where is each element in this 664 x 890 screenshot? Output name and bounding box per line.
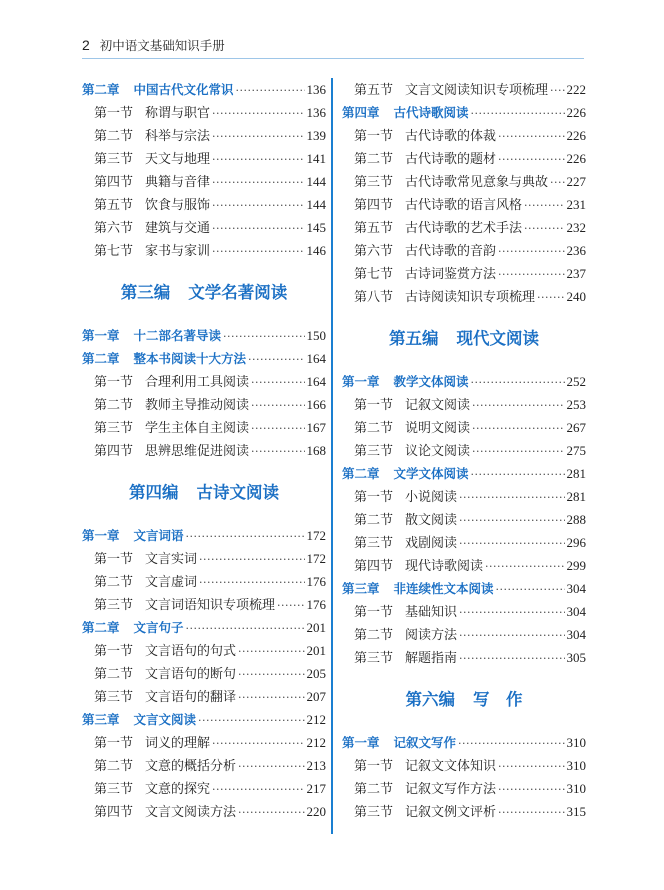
toc-section-entry[interactable] <box>82 570 326 593</box>
entry-label: 第三节 <box>94 421 134 436</box>
entry-page-number: 144 <box>306 174 326 189</box>
toc-section-entry[interactable] <box>342 78 586 101</box>
toc-section-entry[interactable] <box>342 170 586 193</box>
entry-page-number: 212 <box>306 712 326 727</box>
entry-label: 第四节 <box>94 175 134 190</box>
entry-title: 现代诗歌阅读 <box>405 559 484 574</box>
entry-title: 古代诗歌的体裁 <box>405 129 497 144</box>
entry-title: 阅读方法 <box>405 628 458 643</box>
entry-title: 古代诗歌的语言风格 <box>405 198 523 213</box>
entry-page-number: 305 <box>566 650 586 665</box>
toc-section-entry[interactable] <box>82 101 326 124</box>
entry-title: 解题指南 <box>405 651 458 666</box>
part-heading <box>82 462 326 524</box>
leader-dots <box>498 801 564 824</box>
entry-label: 第一节 <box>94 736 134 751</box>
leader-dots <box>251 371 304 394</box>
toc-section-entry[interactable] <box>342 800 586 823</box>
toc-section-entry[interactable] <box>342 485 586 508</box>
part-heading <box>342 308 586 370</box>
leader-dots <box>199 548 304 571</box>
entry-page-number: 226 <box>566 105 586 120</box>
entry-title: 称谓与职官 <box>145 106 211 121</box>
entry-title: 天文与地理 <box>145 152 211 167</box>
entry-label: 第二节 <box>354 513 394 528</box>
toc-section-entry[interactable] <box>82 393 326 416</box>
leader-dots <box>238 686 304 709</box>
entry-page-number: 236 <box>566 243 586 258</box>
entry-title: 文言语句的断句 <box>145 667 237 682</box>
entry-label: 第四节 <box>94 444 134 459</box>
entry-page-number: 267 <box>566 420 586 435</box>
leader-dots <box>459 601 564 624</box>
entry-page-number: 141 <box>306 151 326 166</box>
entry-label: 第六节 <box>354 244 394 259</box>
leader-dots <box>212 102 304 125</box>
entry-label: 第二节 <box>354 782 394 797</box>
leader-dots <box>524 194 564 217</box>
toc-section-entry[interactable] <box>342 285 586 308</box>
entry-label: 第一节 <box>354 605 394 620</box>
toc-section-entry[interactable] <box>82 662 326 685</box>
toc-chapter-entry[interactable] <box>342 462 586 485</box>
entry-page-number: 310 <box>566 758 586 773</box>
entry-page-number: 304 <box>566 627 586 642</box>
leader-dots <box>498 148 564 171</box>
toc-section-entry[interactable] <box>82 685 326 708</box>
entry-label: 第三节 <box>94 690 134 705</box>
entry-page-number: 166 <box>306 397 326 412</box>
entry-title: 记叙文文体知识 <box>405 759 497 774</box>
entry-title: 文言文阅读知识专项梳理 <box>405 83 549 98</box>
toc-section-entry[interactable] <box>342 216 586 239</box>
toc-section-entry[interactable] <box>82 731 326 754</box>
entry-title: 文言语句的句式 <box>145 644 237 659</box>
entry-label: 第一节 <box>94 375 134 390</box>
toc-section-entry[interactable] <box>342 754 586 777</box>
entry-title: 文学文体阅读 <box>393 466 469 481</box>
toc-section-entry[interactable] <box>82 547 326 570</box>
entry-page-number: 201 <box>306 620 326 635</box>
part-title: 写 作 <box>473 690 523 709</box>
leader-dots <box>238 640 304 663</box>
entry-page-number: 144 <box>306 197 326 212</box>
entry-title: 记叙文写作方法 <box>405 782 497 797</box>
entry-label: 第一节 <box>94 552 134 567</box>
leader-dots <box>459 532 564 555</box>
toc-section-entry[interactable] <box>82 170 326 193</box>
leader-dots <box>459 509 564 532</box>
entry-label: 第二节 <box>94 129 134 144</box>
leader-dots <box>198 709 304 732</box>
toc-section-entry[interactable] <box>342 393 586 416</box>
entry-page-number: 288 <box>566 512 586 527</box>
entry-title: 古代诗歌的音韵 <box>405 244 497 259</box>
leader-dots <box>186 525 305 548</box>
toc-section-entry[interactable] <box>82 593 326 616</box>
entry-page-number: 237 <box>566 266 586 281</box>
part-label: 第六编 <box>405 690 455 709</box>
part-label: 第四编 <box>129 483 179 502</box>
entry-label: 第四节 <box>354 559 394 574</box>
toc-chapter-entry[interactable] <box>82 524 326 547</box>
entry-title: 古代诗歌的艺术手法 <box>405 221 523 236</box>
leader-dots <box>186 617 305 640</box>
leader-dots <box>212 171 304 194</box>
leader-dots <box>212 732 304 755</box>
toc-section-entry[interactable] <box>342 193 586 216</box>
entry-label: 第一章 <box>342 374 380 389</box>
entry-label: 第三节 <box>354 536 394 551</box>
entry-page-number: 136 <box>306 82 326 97</box>
toc-chapter-entry[interactable] <box>342 731 586 754</box>
toc-section-entry[interactable] <box>342 439 586 462</box>
toc-chapter-entry[interactable] <box>82 347 326 370</box>
entry-title: 文意的探究 <box>145 782 211 797</box>
entry-title: 文言词语知识专项梳理 <box>145 598 276 613</box>
toc-chapter-entry[interactable] <box>342 101 586 124</box>
entry-page-number: 172 <box>306 551 326 566</box>
toc-section-entry[interactable] <box>82 147 326 170</box>
part-label: 第三编 <box>120 283 171 302</box>
part-title: 现代文阅读 <box>456 329 539 348</box>
leader-dots <box>212 240 304 263</box>
leader-dots <box>238 663 304 686</box>
entry-page-number: 281 <box>566 489 586 504</box>
entry-title: 小说阅读 <box>405 490 458 505</box>
entry-title: 基础知识 <box>405 605 458 620</box>
toc-section-entry[interactable] <box>342 416 586 439</box>
leader-dots <box>498 125 564 148</box>
entry-page-number: 167 <box>306 420 326 435</box>
entry-label: 第五节 <box>354 83 394 98</box>
entry-title: 文言文阅读方法 <box>145 805 237 820</box>
leader-dots <box>277 594 304 617</box>
entry-page-number: 253 <box>566 397 586 412</box>
entry-page-number: 136 <box>306 105 326 120</box>
entry-title: 科举与宗法 <box>145 129 211 144</box>
leader-dots <box>212 778 304 801</box>
entry-title: 合理利用工具阅读 <box>145 375 250 390</box>
entry-title: 文言虚词 <box>145 575 198 590</box>
leader-dots <box>471 102 565 125</box>
entry-title: 教学文体阅读 <box>393 374 469 389</box>
entry-label: 第三章 <box>342 581 380 596</box>
entry-label: 第四章 <box>342 105 380 120</box>
toc-chapter-entry[interactable] <box>342 370 586 393</box>
entry-title: 文意的概括分析 <box>145 759 237 774</box>
entry-page-number: 213 <box>306 758 326 773</box>
leader-dots <box>471 371 565 394</box>
entry-page-number: 164 <box>306 374 326 389</box>
toc-section-entry[interactable] <box>82 800 326 823</box>
entry-page-number: 299 <box>566 558 586 573</box>
entry-label: 第一章 <box>82 328 120 343</box>
entry-page-number: 205 <box>306 666 326 681</box>
entry-label: 第一章 <box>342 735 380 750</box>
entry-label: 第二节 <box>94 759 134 774</box>
entry-label: 第二章 <box>342 466 380 481</box>
entry-label: 第六节 <box>94 221 134 236</box>
entry-label: 第四节 <box>354 198 394 213</box>
entry-title: 古诗词鉴赏方法 <box>405 267 497 282</box>
toc-section-entry[interactable] <box>342 262 586 285</box>
leader-dots <box>251 417 304 440</box>
leader-dots <box>471 463 565 486</box>
part-title: 文学名著阅读 <box>188 283 288 302</box>
leader-dots <box>459 486 564 509</box>
toc-chapter-entry[interactable] <box>82 324 326 347</box>
entry-label: 第三节 <box>354 805 394 820</box>
entry-title: 教师主导推动阅读 <box>145 398 250 413</box>
entry-label: 第五节 <box>94 198 134 213</box>
toc-section-entry[interactable] <box>82 416 326 439</box>
leader-dots <box>498 778 564 801</box>
entry-label: 第二节 <box>354 152 394 167</box>
leader-dots <box>248 348 304 371</box>
leader-dots <box>496 578 565 601</box>
part-heading <box>342 669 586 731</box>
part-title: 古诗文阅读 <box>196 483 279 502</box>
entry-label: 第一章 <box>82 528 120 543</box>
toc-section-entry[interactable] <box>342 600 586 623</box>
entry-page-number: 310 <box>566 781 586 796</box>
entry-page-number: 217 <box>306 781 326 796</box>
toc-section-entry[interactable] <box>82 639 326 662</box>
leader-dots <box>498 263 564 286</box>
entry-label: 第一节 <box>94 106 134 121</box>
toc-right-column <box>342 78 586 823</box>
entry-title: 文言词语 <box>133 528 184 543</box>
entry-page-number: 201 <box>306 643 326 658</box>
entry-page-number: 168 <box>306 443 326 458</box>
entry-label: 第七节 <box>94 244 134 259</box>
leader-dots <box>550 79 564 102</box>
entry-label: 第八节 <box>354 290 394 305</box>
entry-title: 古代诗歌阅读 <box>393 105 469 120</box>
toc-section-entry[interactable] <box>342 508 586 531</box>
entry-label: 第五节 <box>354 221 394 236</box>
entry-page-number: 212 <box>306 735 326 750</box>
leader-dots <box>472 440 564 463</box>
toc-section-entry[interactable] <box>342 147 586 170</box>
page-number: 2 <box>82 37 90 53</box>
entry-title: 家书与家训 <box>145 244 211 259</box>
toc-section-entry[interactable] <box>342 554 586 577</box>
entry-label: 第四节 <box>94 805 134 820</box>
entry-page-number: 310 <box>566 735 586 750</box>
part-heading <box>82 262 326 324</box>
leader-dots <box>212 217 304 240</box>
leader-dots <box>472 394 564 417</box>
entry-label: 第三节 <box>94 152 134 167</box>
entry-title: 文言实词 <box>145 552 198 567</box>
entry-page-number: 146 <box>306 243 326 258</box>
entry-title: 古代诗歌常见意象与典故 <box>405 175 549 190</box>
entry-title: 戏剧阅读 <box>405 536 458 551</box>
leader-dots <box>498 240 564 263</box>
leader-dots <box>251 440 304 463</box>
book-title: 初中语文基础知识手册 <box>99 38 225 53</box>
entry-page-number: 252 <box>566 374 586 389</box>
leader-dots <box>459 624 564 647</box>
entry-title: 中国古代文化常识 <box>133 82 234 97</box>
entry-label: 第三节 <box>94 782 134 797</box>
entry-page-number: 296 <box>566 535 586 550</box>
entry-page-number: 227 <box>566 174 586 189</box>
entry-title: 建筑与交通 <box>145 221 211 236</box>
leader-dots <box>212 194 304 217</box>
entry-label: 第三节 <box>354 175 394 190</box>
entry-page-number: 315 <box>566 804 586 819</box>
toc-section-entry[interactable] <box>342 646 586 669</box>
entry-title: 典籍与音律 <box>145 175 211 190</box>
leader-dots <box>524 217 564 240</box>
leader-dots <box>238 755 304 778</box>
toc-section-entry[interactable] <box>82 216 326 239</box>
entry-title: 说明文阅读 <box>405 421 471 436</box>
leader-dots <box>550 171 564 194</box>
part-label: 第五编 <box>389 329 439 348</box>
entry-title: 文言句子 <box>133 620 184 635</box>
toc-section-entry[interactable] <box>342 777 586 800</box>
entry-page-number: 281 <box>566 466 586 481</box>
entry-label: 第二章 <box>82 351 120 366</box>
toc-section-entry[interactable] <box>82 193 326 216</box>
entry-page-number: 172 <box>306 528 326 543</box>
entry-page-number: 222 <box>566 82 586 97</box>
entry-title: 思辨思维促进阅读 <box>145 444 250 459</box>
page-header <box>82 34 225 56</box>
entry-label: 第一节 <box>94 644 134 659</box>
leader-dots <box>236 79 305 102</box>
entry-label: 第二章 <box>82 82 120 97</box>
leader-dots <box>459 647 564 670</box>
entry-page-number: 139 <box>306 128 326 143</box>
toc-left-column <box>82 78 326 823</box>
entry-label: 第二节 <box>354 421 394 436</box>
header-rule <box>82 58 584 59</box>
entry-label: 第一节 <box>354 759 394 774</box>
entry-label: 第二章 <box>82 620 120 635</box>
toc-section-entry[interactable] <box>82 439 326 462</box>
toc-section-entry[interactable] <box>82 239 326 262</box>
leader-dots <box>537 286 564 309</box>
leader-dots <box>212 125 304 148</box>
entry-page-number: 176 <box>306 597 326 612</box>
entry-label: 第一节 <box>354 490 394 505</box>
entry-label: 第一节 <box>354 398 394 413</box>
leader-dots <box>238 801 304 824</box>
leader-dots <box>458 732 564 755</box>
toc-chapter-entry[interactable] <box>342 577 586 600</box>
entry-page-number: 176 <box>306 574 326 589</box>
entry-title: 非连续性文本阅读 <box>393 581 494 596</box>
entry-label: 第三节 <box>354 444 394 459</box>
entry-label: 第二节 <box>94 575 134 590</box>
entry-title: 议论文阅读 <box>405 444 471 459</box>
entry-label: 第三节 <box>94 598 134 613</box>
entry-page-number: 207 <box>306 689 326 704</box>
leader-dots <box>251 394 304 417</box>
entry-page-number: 240 <box>566 289 586 304</box>
column-divider <box>331 78 333 834</box>
entry-page-number: 220 <box>306 804 326 819</box>
entry-page-number: 275 <box>566 443 586 458</box>
entry-page-number: 150 <box>306 328 326 343</box>
entry-title: 整本书阅读十大方法 <box>133 351 247 366</box>
entry-label: 第二节 <box>94 667 134 682</box>
entry-title: 古诗阅读知识专项梳理 <box>405 290 536 305</box>
entry-page-number: 226 <box>566 151 586 166</box>
toc-chapter-entry[interactable] <box>82 708 326 731</box>
leader-dots <box>485 555 564 578</box>
toc-section-entry[interactable] <box>82 777 326 800</box>
entry-title: 文言文阅读 <box>133 712 197 727</box>
leader-dots <box>498 755 564 778</box>
toc-chapter-entry[interactable] <box>82 78 326 101</box>
toc-section-entry[interactable] <box>342 531 586 554</box>
entry-label: 第三节 <box>354 651 394 666</box>
entry-title: 散文阅读 <box>405 513 458 528</box>
entry-title: 文言语句的翻译 <box>145 690 237 705</box>
toc-section-entry[interactable] <box>82 124 326 147</box>
entry-label: 第七节 <box>354 267 394 282</box>
entry-label: 第三章 <box>82 712 120 727</box>
entry-title: 记叙文阅读 <box>405 398 471 413</box>
entry-page-number: 226 <box>566 128 586 143</box>
toc-section-entry[interactable] <box>342 124 586 147</box>
leader-dots <box>472 417 564 440</box>
entry-label: 第一节 <box>354 129 394 144</box>
entry-label: 第二节 <box>94 398 134 413</box>
leader-dots <box>212 148 304 171</box>
entry-page-number: 304 <box>566 604 586 619</box>
entry-title: 饮食与服饰 <box>145 198 211 213</box>
entry-page-number: 145 <box>306 220 326 235</box>
entry-title: 词义的理解 <box>145 736 211 751</box>
toc-section-entry[interactable] <box>82 370 326 393</box>
entry-title: 古代诗歌的题材 <box>405 152 497 167</box>
entry-title: 记叙文写作 <box>393 735 457 750</box>
entry-page-number: 164 <box>306 351 326 366</box>
entry-page-number: 304 <box>566 581 586 596</box>
entry-title: 记叙文例文评析 <box>405 805 497 820</box>
entry-title: 十二部名著导读 <box>133 328 222 343</box>
entry-title: 学生主体自主阅读 <box>145 421 250 436</box>
toc-section-entry[interactable] <box>342 623 586 646</box>
entry-label: 第二节 <box>354 628 394 643</box>
toc-chapter-entry[interactable] <box>82 616 326 639</box>
leader-dots <box>199 571 304 594</box>
toc-section-entry[interactable] <box>82 754 326 777</box>
entry-page-number: 231 <box>566 197 586 212</box>
leader-dots <box>223 325 304 348</box>
entry-page-number: 232 <box>566 220 586 235</box>
toc-section-entry[interactable] <box>342 239 586 262</box>
